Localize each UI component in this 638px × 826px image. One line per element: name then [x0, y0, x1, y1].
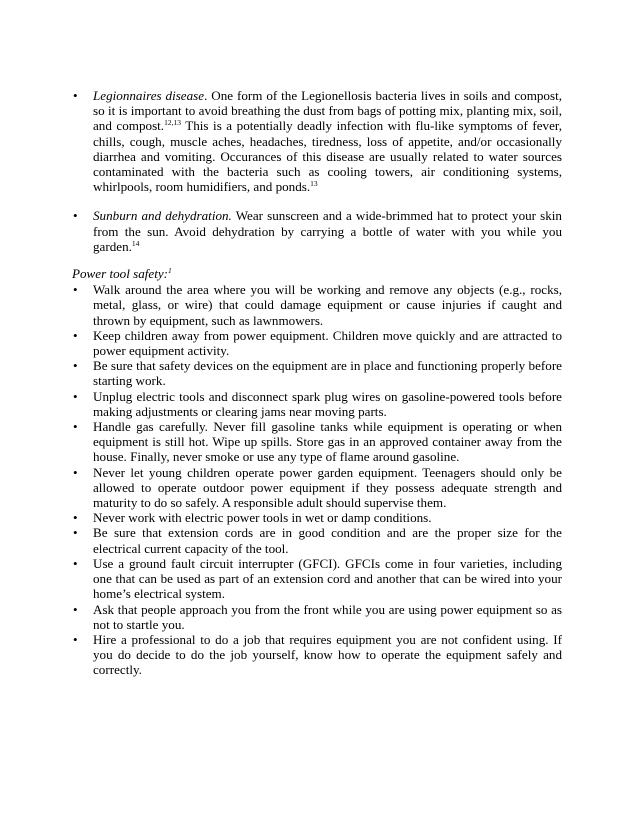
item-text: Keep children away from power equipment. Children move quickly and are attracted to power equipment activity. [93, 327, 562, 359]
bullet: • [73, 525, 78, 541]
item-text: Ask that people approach you from the front while you are using power equipment so as not to startle you. [93, 601, 562, 632]
bullet: • [73, 282, 78, 298]
list-item [72, 465, 562, 511]
power-tool-list [72, 282, 562, 677]
bullet: • [73, 631, 78, 647]
item-text: This is a potentially deadly infection with flu-like symptoms of fever, chills, cough, muscle aches, headaches, tiredness, loss of appetite, and/or occasionally diarrhea and vomiting. Occurances of this disease are usually related to water sources contaminated with the bacteria such as cooling towers, air conditioning systems, whirlpools, room humidifiers, and ponds. [93, 118, 562, 195]
item-text: . One form of the Legionellosis bacteria lives in soils and compost, so it is important to avoid breathing the dust from bags of potting mix, planting mix, soil, and compost. [93, 88, 562, 134]
list-item-legionnaires [72, 88, 562, 194]
item-term: Sunburn and dehydration. [93, 208, 232, 224]
item-term: Legionnaires disease [93, 88, 205, 103]
footnote-ref: 12,13 [164, 118, 181, 128]
item-text: Walk around the area where you will be working and remove any objects (e.g., rocks, metal, glass, or wire) that could damage equipment or cause injuries if caught and thrown by equipment, such as lawnmowers. [93, 282, 562, 328]
bullet: • [73, 601, 78, 617]
bullet: • [73, 88, 78, 103]
item-text: Be sure that extension cords are in good condition and are the proper size for the electrical current capacity of the tool. [93, 525, 562, 556]
list-item [72, 328, 562, 358]
bullet: • [73, 388, 78, 404]
bullet: • [73, 419, 78, 435]
bullet: • [73, 510, 78, 526]
list-item [72, 419, 562, 465]
list-item [72, 282, 562, 328]
section-heading-text: Power tool safety: [72, 266, 169, 282]
bullet: • [73, 555, 78, 571]
footnote-ref: 14 [131, 238, 140, 248]
bullet: • [73, 358, 78, 374]
list-item [72, 510, 562, 525]
item-text: Hire a professional to do a job that requires equipment you are not confident using. If you do decide to do the job yourself, know how to operate the equipment safely and correctly. [93, 631, 562, 678]
page-content [72, 88, 562, 678]
footnote-ref: 13 [310, 179, 318, 189]
list-item [72, 632, 562, 678]
bullet: • [73, 208, 78, 224]
item-text: Never let young children operate power garden equipment. Teenagers should only be allowed to operate outdoor power equipment if they possess adequate strength and maturity to do so safely. A responsible adult should supervise them. [93, 464, 562, 511]
hazard-list [72, 88, 562, 254]
list-item-sunburn [72, 208, 562, 254]
bullet: • [73, 327, 78, 343]
list-item [72, 389, 562, 419]
list-item [72, 525, 562, 555]
item-text: Unplug electric tools and disconnect spark plug wires on gasoline-powered tools before making adjustments or clearing jams near moving parts. [93, 388, 562, 419]
list-item [72, 602, 562, 632]
list-item [72, 358, 562, 388]
item-text: Be sure that safety devices on the equipment are in place and functioning properly before starting work. [93, 358, 562, 389]
section-heading [72, 266, 562, 281]
item-text: Never work with electric power tools in wet or damp conditions. [93, 510, 432, 526]
list-item [72, 556, 562, 602]
bullet: • [73, 464, 78, 480]
item-text: Handle gas carefully. Never fill gasoline tanks while equipment is operating or when equipment is still hot. Wipe up spills. Store gas in an approved container away from the house. Finally, never smoke or use any type of flame around gasoline. [93, 419, 562, 465]
item-text: Wear sunscreen and a wide-brimmed hat to protect your skin from the sun. Avoid dehydration by carrying a bottle of water with you while you garden. [93, 208, 562, 254]
item-text: Use a ground fault circuit interrupter (GFCI). GFCIs come in four varieties, including one that can be used as part of an extension cord and another that can be wired into your home’s electrical system. [93, 555, 562, 602]
footnote-ref: 1 [168, 266, 172, 276]
